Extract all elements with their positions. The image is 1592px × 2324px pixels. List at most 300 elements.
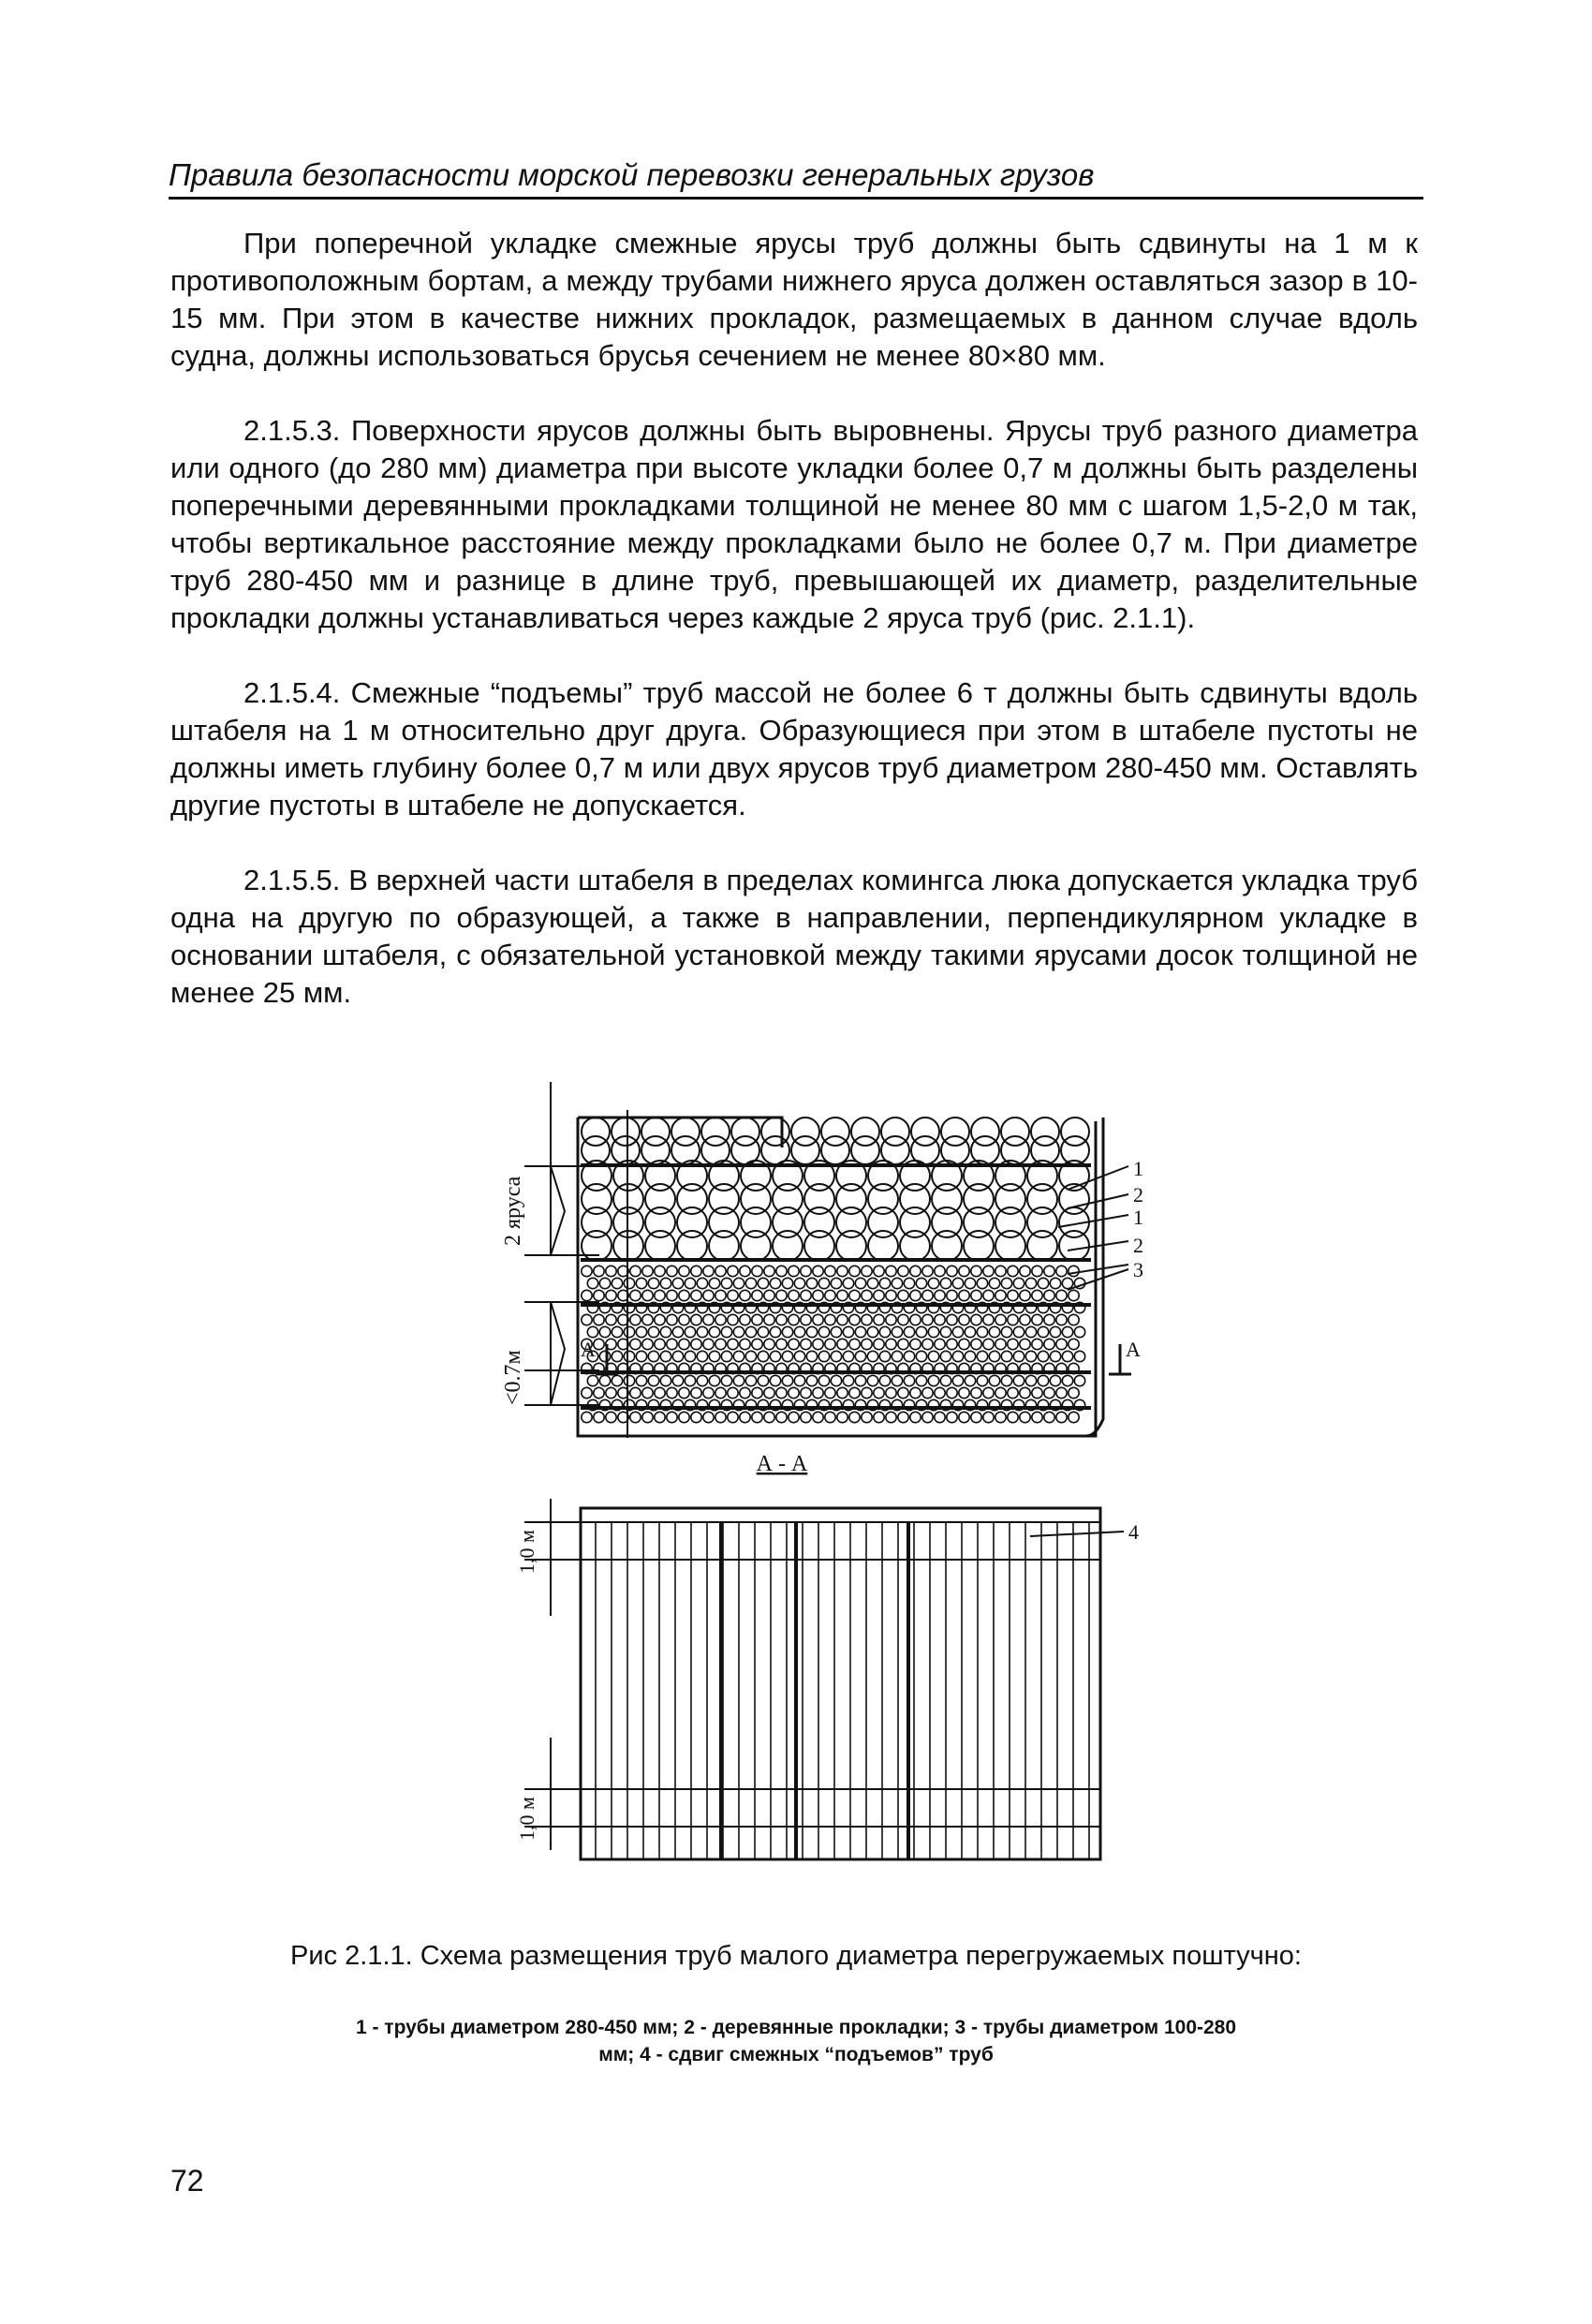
pipe-small — [624, 1278, 634, 1288]
pipe-large — [677, 1184, 707, 1214]
pipe-small — [1056, 1266, 1067, 1276]
pipe-small — [1013, 1351, 1024, 1361]
dunnage-board — [581, 1163, 1091, 1167]
pipe-small — [1069, 1314, 1079, 1325]
dunnage-board — [581, 1258, 1091, 1262]
pipe-small — [752, 1387, 762, 1398]
pipe-small — [582, 1314, 592, 1325]
pipe-large — [709, 1207, 739, 1237]
paragraph: 2.1.5.4. Смежные “подъемы” труб массой не более 6 т должны быть сдвинуты вдоль штабеля на 1 м относительно друг друга. Образующиеся при этом в штабеле пустоты не должны иметь глубину более 0,7 м или двух ярусов труб диаметром 280-450 мм. Оставлять другие пустоты в штабеле не допускается. — [170, 676, 1418, 822]
pipe-small — [1008, 1290, 1018, 1300]
pipe-small — [752, 1266, 762, 1276]
pipe-small — [989, 1278, 999, 1288]
pipe-small — [874, 1387, 884, 1398]
pipe-small — [764, 1387, 774, 1398]
pipe-small — [715, 1314, 726, 1325]
pipe-small — [703, 1387, 714, 1398]
pipe-small — [1008, 1266, 1018, 1276]
pipe-small — [831, 1351, 841, 1361]
pipe-small — [801, 1314, 811, 1325]
pipe-small — [806, 1278, 817, 1288]
pipe-small — [606, 1387, 616, 1398]
pipe-large — [582, 1231, 612, 1261]
pipe-small — [801, 1387, 811, 1398]
pipe-small — [636, 1351, 646, 1361]
pipe-small — [630, 1314, 641, 1325]
pipe-small — [849, 1339, 860, 1349]
pipe-stack-cross-section — [581, 1110, 1091, 1438]
pipe-small — [855, 1326, 865, 1337]
callout-1: 1 — [1133, 1206, 1143, 1229]
pipe-small — [898, 1266, 908, 1276]
pipe-small — [672, 1326, 683, 1337]
pipe-small — [794, 1278, 804, 1288]
pipe-small — [1013, 1375, 1024, 1385]
pipe-small — [1044, 1290, 1054, 1300]
pipe-small — [1062, 1351, 1072, 1361]
pipe-small — [855, 1375, 865, 1385]
pipe-small — [776, 1314, 787, 1325]
section-title: А - А — [756, 1452, 808, 1476]
pipe-small — [910, 1412, 921, 1422]
pipe-small — [691, 1266, 701, 1276]
pipe-small — [837, 1314, 848, 1325]
pipe-small — [721, 1375, 731, 1385]
pipe-small — [813, 1314, 823, 1325]
paragraph: При поперечной укладке смежные ярусы труб должны быть сдвинуты на 1 м к противоположным бортам, а между трубами нижнего яруса должен оставляться зазор в 10-15 мм. При этом в качестве нижних прокладок, размещаемых в данном случае вдоль судна, должны использоваться брусья сечением не менее 80×80 мм. — [170, 227, 1418, 372]
dunnage-board — [581, 1406, 1091, 1410]
pipe-small — [831, 1326, 841, 1337]
pipe-small — [655, 1412, 665, 1422]
pipe-small — [582, 1412, 592, 1422]
pipe-small — [825, 1266, 835, 1276]
pipe-small — [831, 1278, 841, 1288]
pipe-small — [709, 1351, 719, 1361]
pipe-small — [672, 1278, 683, 1288]
pipe-small — [892, 1326, 902, 1337]
pipe-large — [1027, 1231, 1057, 1261]
pipe-small — [935, 1339, 945, 1349]
pipe-small — [740, 1314, 750, 1325]
pipe-small — [952, 1278, 963, 1288]
pipe-small — [947, 1266, 957, 1276]
pipe-small — [959, 1339, 969, 1349]
pipe-large — [741, 1207, 771, 1237]
pipe-small — [874, 1339, 884, 1349]
pipe-small — [703, 1314, 714, 1325]
pipe-small — [642, 1266, 653, 1276]
pipe-small — [660, 1326, 671, 1337]
pipe-small — [594, 1290, 604, 1300]
pipe-small — [740, 1387, 750, 1398]
pipe-small — [672, 1375, 683, 1385]
pipe-small — [952, 1326, 963, 1337]
pipe-large — [821, 1136, 849, 1164]
pipe-small — [952, 1351, 963, 1361]
pipe-large — [900, 1231, 930, 1261]
pipe-small — [745, 1278, 756, 1288]
pipe-small — [728, 1339, 738, 1349]
pipe-small — [1001, 1326, 1011, 1337]
pipe-small — [940, 1351, 951, 1361]
pipe-small — [764, 1314, 774, 1325]
pipe-small — [1069, 1266, 1079, 1276]
pipe-small — [935, 1290, 945, 1300]
pipe-large — [836, 1184, 866, 1214]
pipe-small — [733, 1278, 744, 1288]
pipe-small — [1008, 1339, 1018, 1349]
pipe-small — [813, 1387, 823, 1398]
pipe-small — [709, 1326, 719, 1337]
section-a-a-plan — [581, 1508, 1100, 1859]
pipe-small — [594, 1314, 604, 1325]
pipe-small — [1044, 1339, 1054, 1349]
pipe-small — [728, 1314, 738, 1325]
pipe-large — [964, 1207, 994, 1237]
pipe-small — [758, 1375, 768, 1385]
pipe-small — [849, 1290, 860, 1300]
callout-2: 2 — [1133, 1234, 1143, 1257]
pipe-small — [843, 1278, 853, 1288]
pipe-small — [825, 1387, 835, 1398]
pipe-small — [1044, 1266, 1054, 1276]
pipe-small — [995, 1290, 1006, 1300]
pipe-small — [703, 1266, 714, 1276]
pipe-small — [983, 1290, 994, 1300]
pipe-small — [660, 1351, 671, 1361]
pipe-small — [837, 1412, 848, 1422]
pipe-small — [867, 1351, 877, 1361]
pipe-small — [594, 1387, 604, 1398]
pipe-large — [804, 1231, 834, 1261]
pipe-small — [995, 1387, 1006, 1398]
pipe-small — [1020, 1387, 1030, 1398]
pipe-small — [745, 1375, 756, 1385]
pipe-small — [995, 1266, 1006, 1276]
pipe-large — [645, 1184, 675, 1214]
pipe-small — [1032, 1387, 1042, 1398]
pipe-small — [983, 1412, 994, 1422]
pipe-small — [818, 1351, 829, 1361]
pipe-small — [879, 1278, 890, 1288]
pipe-small — [728, 1387, 738, 1398]
pipe-small — [1062, 1375, 1072, 1385]
pipe-small — [886, 1387, 896, 1398]
pipe-small — [679, 1290, 689, 1300]
pipe-small — [582, 1290, 592, 1300]
dim-label-1m-bottom: 1,0 м — [515, 1797, 538, 1841]
pipe-small — [928, 1351, 938, 1361]
pipe-small — [740, 1266, 750, 1276]
pipe-small — [867, 1326, 877, 1337]
pipe-small — [1069, 1339, 1079, 1349]
pipe-small — [965, 1278, 975, 1288]
pipe-small — [1008, 1387, 1018, 1398]
pipe-large — [741, 1231, 771, 1261]
pipe-small — [874, 1266, 884, 1276]
pipe-small — [879, 1375, 890, 1385]
pipe-large — [582, 1184, 612, 1214]
pipe-small — [599, 1326, 610, 1337]
pipe-small — [1013, 1326, 1024, 1337]
pipe-small — [679, 1387, 689, 1398]
pipe-small — [959, 1412, 969, 1422]
pipe-small — [806, 1375, 817, 1385]
pipe-large — [932, 1184, 962, 1214]
pipe-small — [867, 1278, 877, 1288]
pipe-small — [630, 1266, 641, 1276]
pipe-small — [740, 1412, 750, 1422]
pipe-large — [677, 1231, 707, 1261]
pipe-small — [655, 1387, 665, 1398]
pipe-small — [1044, 1387, 1054, 1398]
pipe-small — [801, 1339, 811, 1349]
pipe-small — [733, 1351, 744, 1361]
pipe-large — [900, 1207, 930, 1237]
pipe-small — [904, 1375, 914, 1385]
pipe-large — [995, 1184, 1025, 1214]
pipe-small — [691, 1387, 701, 1398]
pipe-small — [995, 1314, 1006, 1325]
pipe-small — [776, 1290, 787, 1300]
pipe-small — [818, 1278, 829, 1288]
pipe-small — [855, 1278, 865, 1288]
pipe-small — [989, 1351, 999, 1361]
pipe-small — [989, 1326, 999, 1337]
pipe-small — [1025, 1351, 1036, 1361]
pipe-small — [1050, 1278, 1060, 1288]
pipe-small — [782, 1351, 792, 1361]
pipe-small — [825, 1412, 835, 1422]
pipe-small — [587, 1278, 597, 1288]
pipe-small — [1044, 1314, 1054, 1325]
pipe-large — [1027, 1184, 1057, 1214]
pipe-small — [582, 1266, 592, 1276]
pipe-large — [773, 1231, 803, 1261]
pipe-small — [806, 1351, 817, 1361]
pipe-small — [904, 1351, 914, 1361]
pipe-large — [868, 1231, 898, 1261]
pipe-small — [928, 1278, 938, 1288]
pipe-small — [667, 1412, 677, 1422]
pipe-small — [1020, 1290, 1030, 1300]
pipe-small — [770, 1326, 780, 1337]
pipe-large — [1059, 1231, 1089, 1261]
pipe-small — [770, 1278, 780, 1288]
pipe-small — [947, 1290, 957, 1300]
pipe-small — [630, 1412, 641, 1422]
pipe-small — [630, 1387, 641, 1398]
pipe-small — [703, 1290, 714, 1300]
pipe-small — [667, 1387, 677, 1398]
pipe-small — [685, 1278, 695, 1288]
pipe-stowage-figure — [412, 1073, 1161, 1925]
pipe-small — [813, 1339, 823, 1349]
pipe-small — [831, 1375, 841, 1385]
pipe-small — [983, 1314, 994, 1325]
paragraph: 2.1.5.3. Поверхности ярусов должны быть выровнены. Ярусы труб разного диаметра или одного (до 280 мм) диаметра при высоте укладки более 0,7 м должны быть разделены поперечными деревянными прокладками толщиной не менее 80 мм с шагом 1,5-2,0 м так, чтобы вертикальное расстояние между прокладками было не более 0,7 м. При диаметре труб 280-450 мм и разнице в длине труб, превышающей их диаметр, разделительные прокладки должны устанавливаться через каждые 2 яруса труб (рис. 2.1.1). — [170, 414, 1418, 634]
pipe-large — [709, 1184, 739, 1214]
pipe-small — [599, 1278, 610, 1288]
pipe-small — [971, 1412, 981, 1422]
pipe-small — [867, 1375, 877, 1385]
pipe-small — [606, 1266, 616, 1276]
pipe-large — [995, 1231, 1025, 1261]
pipe-small — [794, 1375, 804, 1385]
pipe-small — [910, 1314, 921, 1325]
pipe-small — [697, 1351, 707, 1361]
pipe-small — [886, 1290, 896, 1300]
pipe-small — [733, 1326, 744, 1337]
pipe-small — [691, 1290, 701, 1300]
pipe-small — [940, 1326, 951, 1337]
pipe-small — [892, 1375, 902, 1385]
pipe-small — [886, 1314, 896, 1325]
pipe-small — [952, 1375, 963, 1385]
pipe-small — [813, 1290, 823, 1300]
pipe-small — [1038, 1351, 1048, 1361]
pipe-small — [642, 1387, 653, 1398]
pipe-small — [685, 1375, 695, 1385]
pipe-small — [965, 1351, 975, 1361]
pipe-small — [947, 1412, 957, 1422]
pipe-small — [1008, 1314, 1018, 1325]
pipe-small — [898, 1387, 908, 1398]
pipe-small — [971, 1266, 981, 1276]
pipe-small — [740, 1339, 750, 1349]
pipe-small — [697, 1375, 707, 1385]
callout-4: 4 — [1128, 1520, 1139, 1544]
pipe-small — [709, 1375, 719, 1385]
pipe-small — [940, 1375, 951, 1385]
pipe-large — [641, 1136, 670, 1164]
pipe-small — [1074, 1326, 1084, 1337]
pipe-small — [886, 1266, 896, 1276]
pipe-small — [606, 1290, 616, 1300]
pipe-small — [770, 1351, 780, 1361]
pipe-small — [837, 1387, 848, 1398]
pipe-small — [995, 1412, 1006, 1422]
pipe-small — [789, 1387, 799, 1398]
callout-3: 3 — [1133, 1258, 1143, 1281]
pipe-small — [1056, 1290, 1067, 1300]
pipe-small — [928, 1375, 938, 1385]
pipe-small — [879, 1351, 890, 1361]
pipe-small — [612, 1326, 622, 1337]
pipe-small — [977, 1326, 987, 1337]
pipe-small — [916, 1351, 926, 1361]
pipe-small — [1032, 1339, 1042, 1349]
pipe-small — [818, 1326, 829, 1337]
pipe-small — [1032, 1314, 1042, 1325]
pipe-small — [1069, 1412, 1079, 1422]
pipe-small — [691, 1339, 701, 1349]
pipe-small — [642, 1339, 653, 1349]
pipe-small — [849, 1412, 860, 1422]
pipe-small — [904, 1326, 914, 1337]
pipe-small — [971, 1387, 981, 1398]
pipe-small — [916, 1375, 926, 1385]
pipe-small — [983, 1339, 994, 1349]
callout-2: 2 — [1133, 1183, 1143, 1206]
pipe-small — [752, 1314, 762, 1325]
pipe-small — [837, 1266, 848, 1276]
pipe-small — [1056, 1412, 1067, 1422]
pipe-small — [776, 1266, 787, 1276]
pipe-small — [648, 1375, 658, 1385]
pipe-small — [928, 1326, 938, 1337]
pipe-small — [1050, 1351, 1060, 1361]
pipe-large — [932, 1207, 962, 1237]
pipe-small — [879, 1326, 890, 1337]
pipe-small — [892, 1278, 902, 1288]
pipe-small — [770, 1375, 780, 1385]
pipe-large — [1059, 1184, 1089, 1214]
pipe-small — [922, 1387, 933, 1398]
pipe-small — [1025, 1278, 1036, 1288]
pipe-small — [862, 1290, 872, 1300]
pipe-small — [940, 1278, 951, 1288]
pipe-small — [697, 1326, 707, 1337]
pipe-small — [715, 1387, 726, 1398]
pipe-small — [837, 1339, 848, 1349]
pipe-small — [697, 1278, 707, 1288]
pipe-small — [1062, 1278, 1072, 1288]
pipe-small — [801, 1266, 811, 1276]
pipe-small — [655, 1266, 665, 1276]
pipe-small — [892, 1351, 902, 1361]
pipe-small — [862, 1314, 872, 1325]
pipe-small — [1038, 1326, 1048, 1337]
pipe-small — [660, 1278, 671, 1288]
pipe-small — [849, 1314, 860, 1325]
pipe-small — [630, 1290, 641, 1300]
pipe-small — [728, 1412, 738, 1422]
pipe-small — [648, 1326, 658, 1337]
pipe-small — [837, 1290, 848, 1300]
pipe-small — [691, 1314, 701, 1325]
pipe-small — [691, 1412, 701, 1422]
pipe-small — [685, 1351, 695, 1361]
pipe-small — [935, 1412, 945, 1422]
pipe-small — [886, 1339, 896, 1349]
pipe-small — [947, 1387, 957, 1398]
pipe-small — [862, 1412, 872, 1422]
pipe-small — [1074, 1351, 1084, 1361]
dim-label-1m-top: 1,0 м — [515, 1530, 538, 1574]
pipe-small — [825, 1314, 835, 1325]
pipe-small — [849, 1387, 860, 1398]
pipe-small — [935, 1387, 945, 1398]
pipe-small — [1038, 1278, 1048, 1288]
pipe-small — [813, 1266, 823, 1276]
pipe-small — [776, 1412, 787, 1422]
pipe-small — [630, 1339, 641, 1349]
pipe-large — [836, 1207, 866, 1237]
pipe-small — [685, 1326, 695, 1337]
pipe-small — [1025, 1375, 1036, 1385]
page-number: 72 — [170, 2164, 204, 2198]
pipe-small — [959, 1290, 969, 1300]
pipe-large — [645, 1207, 675, 1237]
pipe-small — [922, 1339, 933, 1349]
pipe-small — [636, 1326, 646, 1337]
figure-caption: Рис 2.1.1. Схема размещения труб малого диаметра перегружаемых поштучно: — [290, 1941, 1302, 1971]
pipe-large — [804, 1184, 834, 1214]
pipe-small — [910, 1387, 921, 1398]
callout-1: 1 — [1133, 1157, 1143, 1180]
pipe-large — [868, 1184, 898, 1214]
